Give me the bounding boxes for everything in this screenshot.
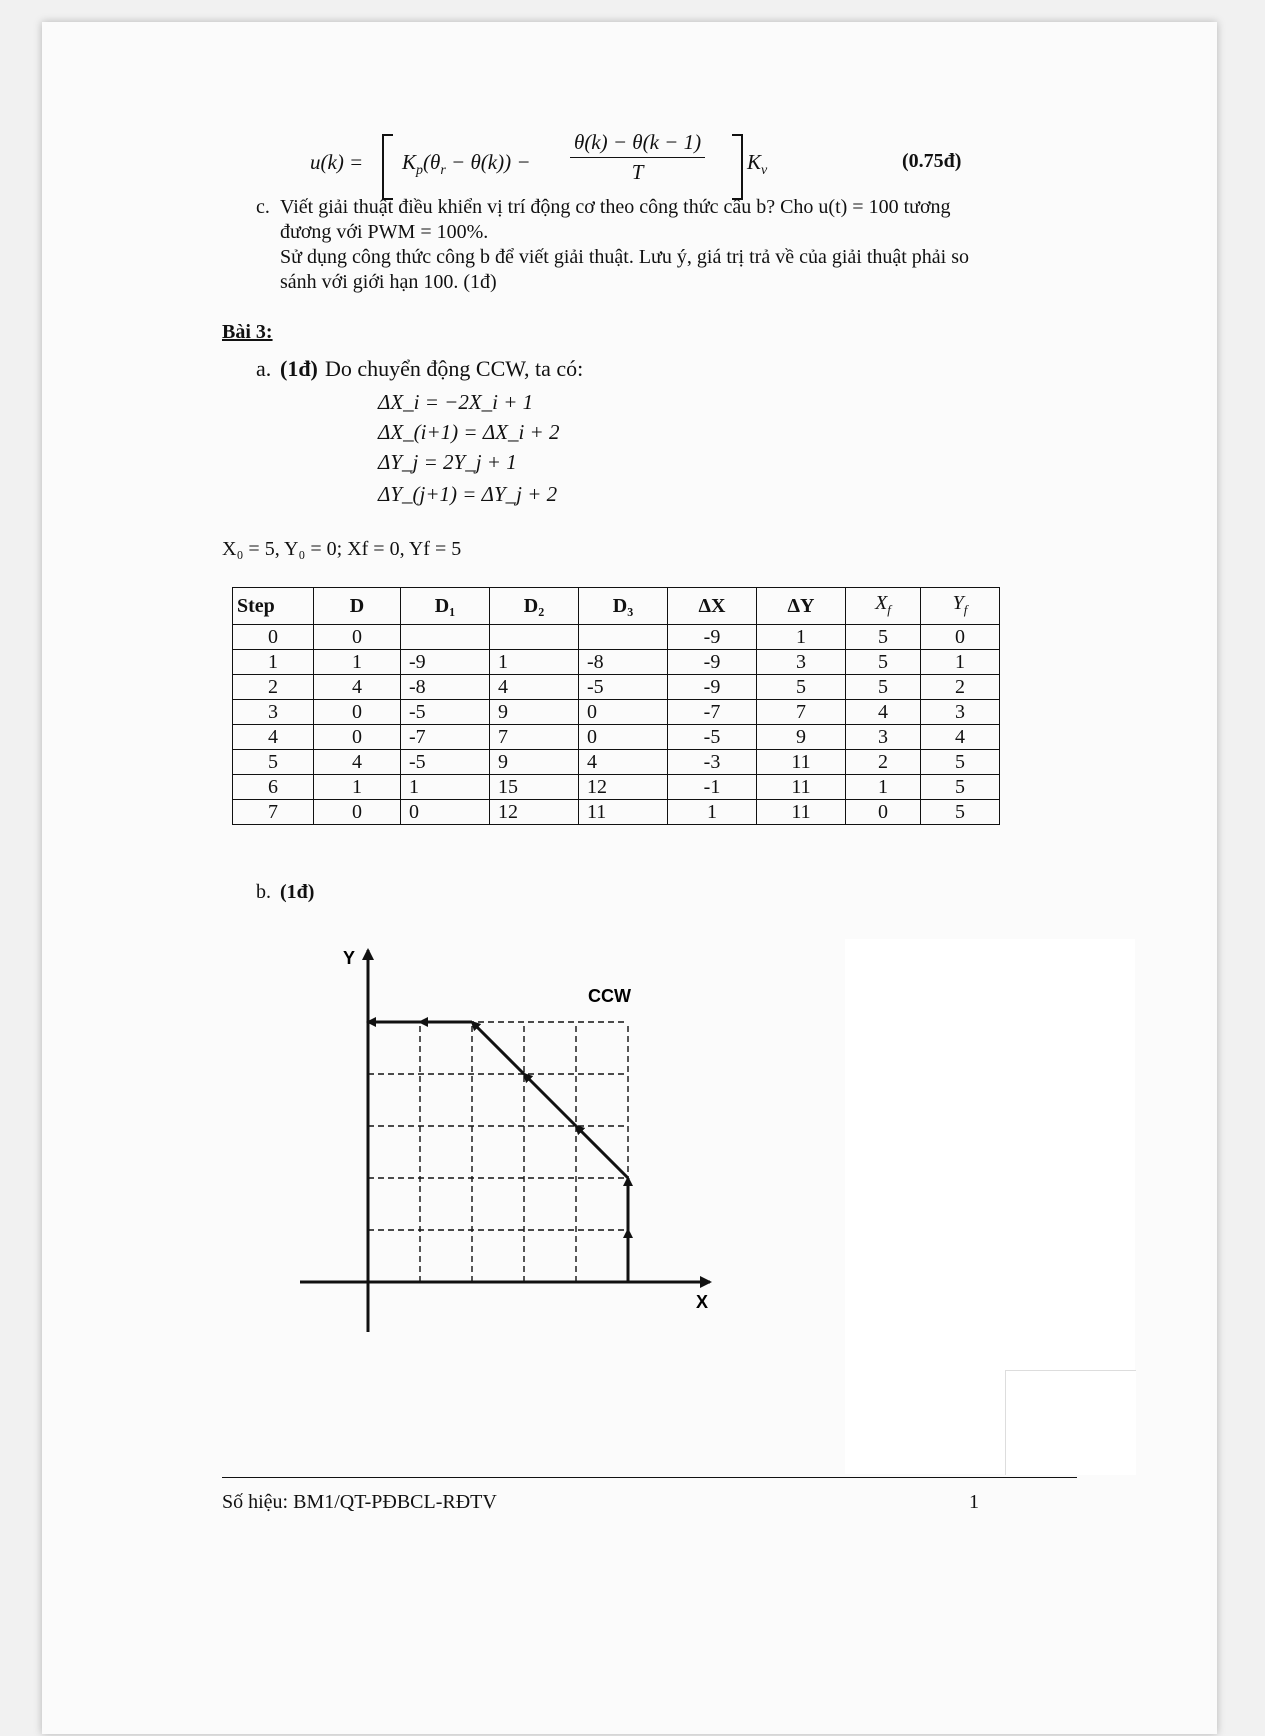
table-cell: 11	[757, 775, 846, 800]
table-cell: 5	[921, 800, 1000, 825]
equation-4: ΔY_(j+1) = ΔY_j + 2	[378, 482, 558, 506]
blank-paper-patch-small	[1005, 1370, 1136, 1475]
table-cell: -7	[401, 725, 490, 750]
table-cell: 9	[757, 725, 846, 750]
formula-kp: $K_p(\theta_r - \theta(k))$ −	[402, 150, 531, 179]
table-cell: 0	[314, 700, 401, 725]
table-cell: 5	[846, 650, 921, 675]
table-cell	[490, 625, 579, 650]
part-c-marker: c.	[256, 196, 270, 218]
section-title-bai-3: Bài 3:	[222, 321, 273, 343]
table-cell: 1	[490, 650, 579, 675]
table-header-cell: $X_f$	[846, 588, 921, 625]
table-cell: -5	[668, 725, 757, 750]
table-cell: 4	[314, 750, 401, 775]
table-cell: 0	[579, 700, 668, 725]
table-row	[233, 725, 1000, 750]
table-cell: 3	[921, 700, 1000, 725]
table-cell	[401, 625, 490, 650]
table-cell: 0	[314, 800, 401, 825]
table-cell	[579, 625, 668, 650]
part-c-line-1: Viết giải thuật điều khiển vị trí động cơ theo công thức câu b? Cho u(t) = 100 tương	[280, 196, 951, 218]
table-cell: 1	[314, 650, 401, 675]
table-cell: 0	[233, 625, 314, 650]
equation-3: ΔY_j = 2Y_j + 1	[378, 450, 517, 474]
table-cell: 1	[757, 625, 846, 650]
footer-rule	[222, 1477, 1077, 1478]
equation-2: ΔX_(i+1) = ΔX_i + 2	[378, 420, 560, 444]
table-cell: 3	[233, 700, 314, 725]
table-cell: 11	[757, 800, 846, 825]
interpolation-path	[368, 1022, 628, 1282]
table-cell: 7	[233, 800, 314, 825]
table-cell: -9	[401, 650, 490, 675]
table-row	[233, 675, 1000, 700]
table-cell: 2	[233, 675, 314, 700]
table-cell: 0	[579, 725, 668, 750]
x-axis-label: X	[696, 1292, 709, 1312]
table-cell: 11	[757, 750, 846, 775]
table-cell: -5	[579, 675, 668, 700]
table-header-cell: ΔY	[757, 588, 846, 625]
ccw-path-graph	[222, 922, 709, 1342]
part-a-text: Do chuyển động CCW, ta có:	[325, 356, 584, 381]
path-segment	[576, 1126, 628, 1178]
formula-lhs: u(k) =	[310, 150, 364, 174]
table-cell: 1	[233, 650, 314, 675]
part-c-line-4: sánh với giới hạn 100. (1đ)	[280, 271, 497, 293]
table-cell: 4	[233, 725, 314, 750]
table-cell: 2	[846, 750, 921, 775]
part-a-points: (1đ)	[280, 356, 318, 381]
formula-left-bracket	[382, 134, 393, 200]
table-cell: 6	[233, 775, 314, 800]
table-row	[233, 700, 1000, 725]
table-cell: 4	[314, 675, 401, 700]
table-body	[233, 625, 1000, 825]
table-cell: 12	[579, 775, 668, 800]
table-cell: 0	[401, 800, 490, 825]
table-cell: -5	[401, 750, 490, 775]
y-axis-label: Y	[343, 948, 356, 968]
part-b-marker: b.	[256, 881, 271, 903]
graph-grid	[368, 1022, 628, 1282]
table-cell: -9	[668, 650, 757, 675]
table-cell: 9	[490, 750, 579, 775]
table-cell: 7	[757, 700, 846, 725]
table-cell: 0	[314, 625, 401, 650]
ccw-label: CCW	[588, 986, 631, 1006]
table-cell: 5	[921, 750, 1000, 775]
table-header-cell: D	[314, 588, 401, 625]
formula-points: (0.75đ)	[902, 150, 962, 172]
table-cell: -5	[401, 700, 490, 725]
table-header-cell: Step	[233, 588, 314, 625]
path-segment	[524, 1074, 576, 1126]
table-cell: 5	[921, 775, 1000, 800]
table-row	[233, 650, 1000, 675]
table-row	[233, 800, 1000, 825]
table-cell: 0	[846, 800, 921, 825]
formula-fraction	[570, 130, 705, 185]
table-cell: -1	[668, 775, 757, 800]
initial-conditions: X₀ = 5, Y₀ = 0; Xf = 0, Yf = 5	[222, 538, 462, 560]
table-cell: 11	[579, 800, 668, 825]
part-c-line-3: Sử dụng công thức công b để viết giải thuật. Lưu ý, giá trị trả về của giải thuật phải so	[280, 246, 970, 268]
table-row	[233, 625, 1000, 650]
table-cell: 1	[921, 650, 1000, 675]
part-b-points: (1đ)	[280, 881, 315, 903]
table-header-cell: D₃	[579, 588, 668, 625]
part-c-line-2: đương với PWM = 100%.	[280, 221, 489, 243]
interpolation-table	[232, 587, 1000, 825]
table-row	[233, 775, 1000, 800]
table-header-cell: $Y_f$	[921, 588, 1000, 625]
table-cell: -9	[668, 625, 757, 650]
table-cell: 7	[490, 725, 579, 750]
equation-1: ΔX_i = −2X_i + 1	[378, 390, 534, 414]
table-header-row	[233, 588, 1000, 625]
table-cell: 9	[490, 700, 579, 725]
path-segment	[472, 1022, 524, 1074]
table-cell: 12	[490, 800, 579, 825]
table-cell: 3	[846, 725, 921, 750]
table-cell: 5	[757, 675, 846, 700]
page-number: 1	[969, 1491, 979, 1513]
table-cell: 5	[233, 750, 314, 775]
table-cell: -3	[668, 750, 757, 775]
table-cell: -8	[401, 675, 490, 700]
table-cell: 4	[490, 675, 579, 700]
table-cell: 1	[846, 775, 921, 800]
table-cell: 4	[846, 700, 921, 725]
table-cell: -8	[579, 650, 668, 675]
footer-doc-code: Số hiệu: BM1/QT-PĐBCL-RĐTV	[222, 1491, 497, 1513]
table-cell: 4	[579, 750, 668, 775]
table-cell: -7	[668, 700, 757, 725]
table-cell: 3	[757, 650, 846, 675]
table-cell: 5	[846, 625, 921, 650]
formula-kv: $K_v$	[747, 150, 768, 179]
table-row	[233, 750, 1000, 775]
formula-right-bracket	[732, 134, 743, 200]
table-cell: 2	[921, 675, 1000, 700]
exam-page	[42, 22, 1217, 1734]
table-cell: 1	[401, 775, 490, 800]
table-cell: 4	[921, 725, 1000, 750]
table-cell: 1	[668, 800, 757, 825]
table-header-cell: ΔX	[668, 588, 757, 625]
table-header-cell: D₁	[401, 588, 490, 625]
table-cell: 15	[490, 775, 579, 800]
table-header-cell: D₂	[490, 588, 579, 625]
fraction-denominator: T	[631, 160, 644, 184]
fraction-numerator: θ(k) − θ(k − 1)	[570, 130, 705, 158]
table-cell: -9	[668, 675, 757, 700]
table-cell: 0	[921, 625, 1000, 650]
part-a-marker: a.	[256, 356, 272, 381]
table-cell: 5	[846, 675, 921, 700]
table-cell: 1	[314, 775, 401, 800]
table-cell: 0	[314, 725, 401, 750]
